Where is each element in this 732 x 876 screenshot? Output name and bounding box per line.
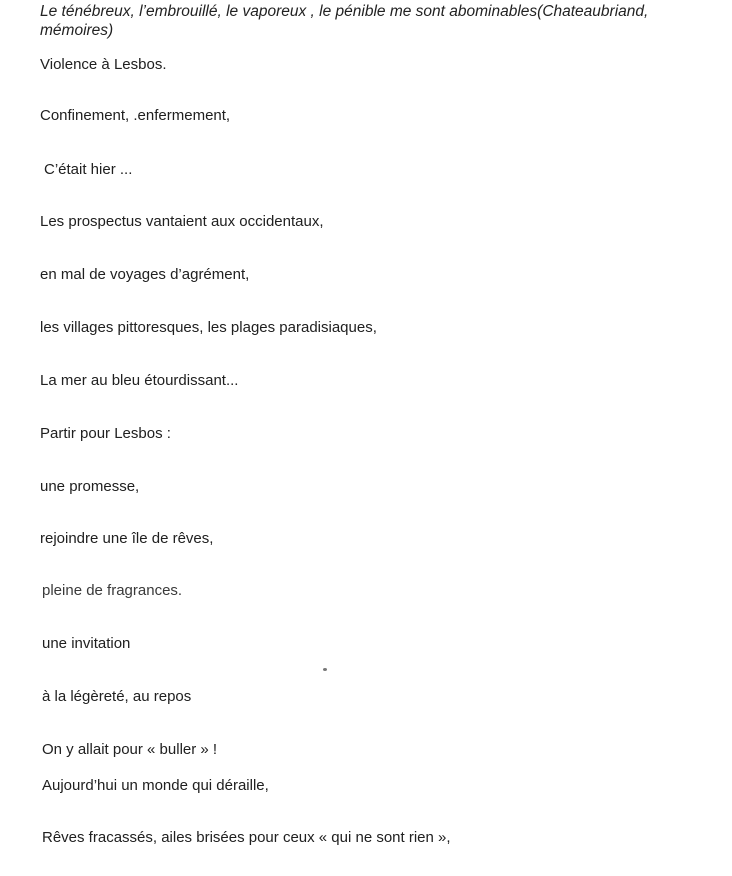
poem-line: Aujourd’hui un monde qui déraille, xyxy=(42,777,269,794)
epigraph: Le ténébreux, l’embrouillé, le vaporeux , le pénible me sont abominables(Chateaubriand, mémoires) xyxy=(40,3,649,39)
scan-speck xyxy=(323,668,327,671)
poem-title: Violence à Lesbos. xyxy=(40,56,167,73)
poem-line: en mal de voyages d’agrément, xyxy=(40,266,250,283)
poem-line: pleine de fragrances. xyxy=(42,582,183,599)
poem-line: une promesse, xyxy=(40,478,140,495)
poem-line: Les prospectus vantaient aux occidentaux, xyxy=(40,213,324,230)
poem-line: Rêves fracassés, ailes brisées pour ceux « qui ne sont rien », xyxy=(42,829,451,846)
poem-line: les villages pittoresques, les plages paradisiaques, xyxy=(40,319,377,336)
poem-line: C’était hier ... xyxy=(44,161,133,178)
poem-line: une invitation xyxy=(42,635,131,652)
poem-line: Partir pour Lesbos : xyxy=(40,425,171,442)
poem-line: Confinement, .enfermement, xyxy=(40,107,231,124)
poem-line: La mer au bleu étourdissant... xyxy=(40,372,239,389)
poem-line: à la légèreté, au repos xyxy=(42,688,192,705)
poem-line: rejoindre une île de rêves, xyxy=(40,530,214,547)
poem-line: On y allait pour « buller » ! xyxy=(42,741,218,758)
